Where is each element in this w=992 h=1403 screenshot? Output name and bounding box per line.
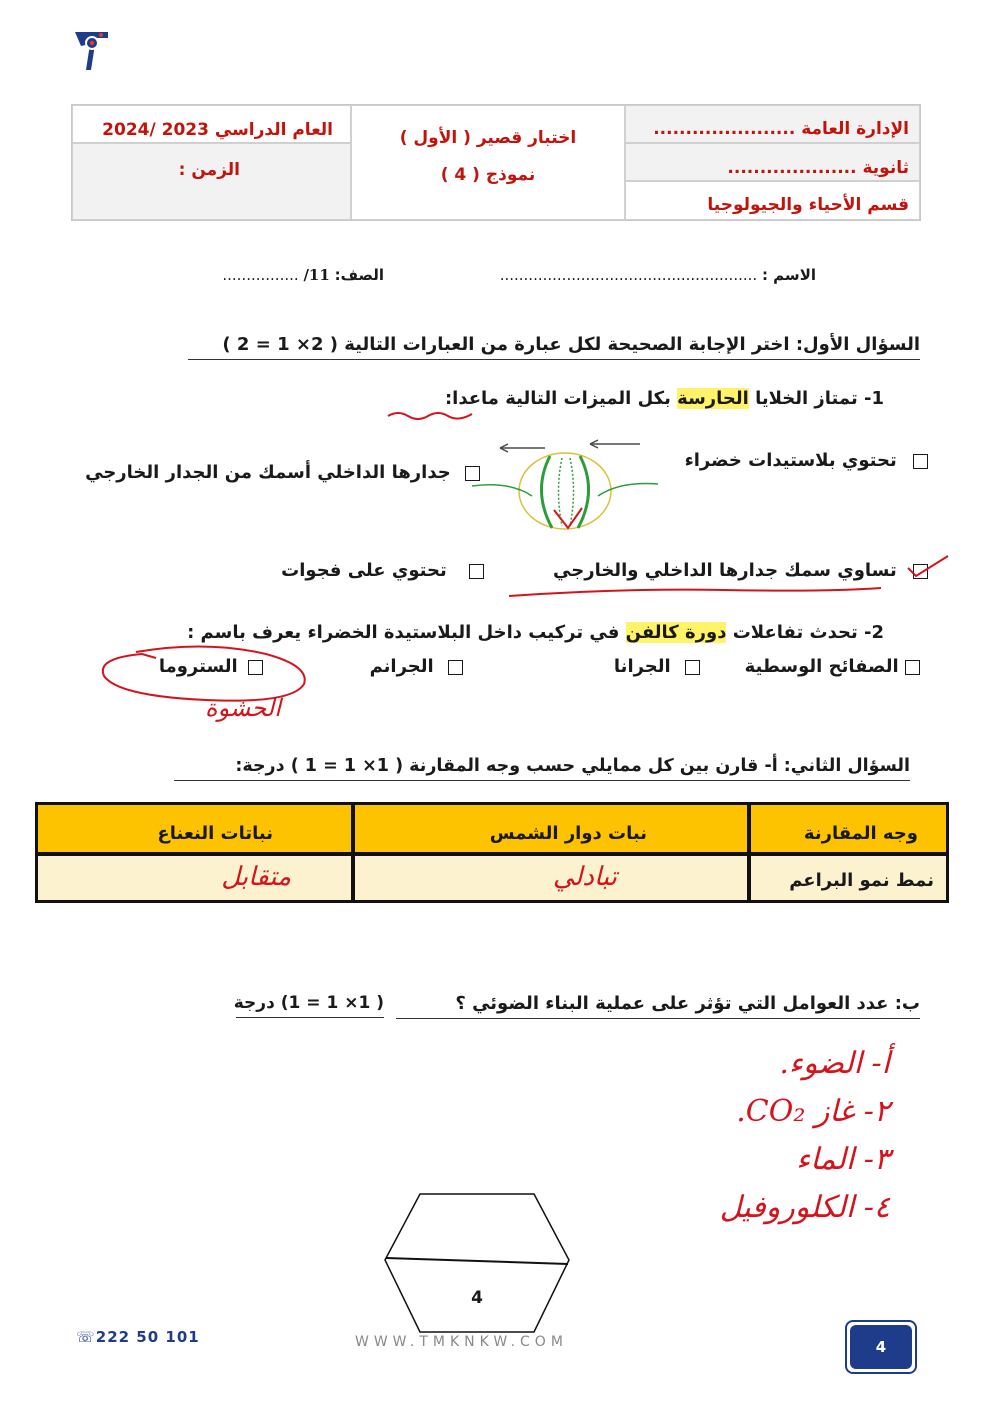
- admin-field: الإدارة العامة ......................: [625, 105, 920, 143]
- student-class-row: [182, 266, 384, 284]
- comparison-table: [35, 802, 949, 903]
- exam-title: اختبار قصير ( الأول ): [399, 128, 577, 148]
- option-a-label: تحتوي بلاستيدات خضراء: [684, 450, 897, 471]
- q1-item1-option-a[interactable]: [640, 450, 928, 471]
- name-label: الاسم :: [761, 266, 816, 284]
- school-field: ثانوية ....................: [625, 143, 920, 181]
- answer-line-2: ٢- غاز CO₂.: [736, 1094, 890, 1129]
- checkbox-icon[interactable]: [685, 660, 700, 675]
- checkbox-icon[interactable]: [905, 660, 920, 675]
- option-d-label: الستروما: [158, 656, 238, 677]
- question-2-title: السؤال الثاني: أ- قارن بين كل ممايلي حسب وجه المقارنة ( 1× 1 = 1 ) درجة:: [174, 756, 910, 781]
- class-field[interactable]: ................: [222, 266, 299, 284]
- time-field: الزمن :: [72, 143, 351, 220]
- q1-item1-stem-post: بكل الميزات التالية ماعدا:: [444, 388, 678, 409]
- q1-item1-option-b[interactable]: [80, 450, 480, 496]
- pen-underline-2: [505, 584, 885, 600]
- table-row-label: نمط نمو البراعم: [751, 856, 946, 900]
- q1-item1-option-d[interactable]: [250, 560, 484, 581]
- student-name-row: [450, 266, 816, 284]
- q1-item1-highlight: الحارسة: [677, 388, 749, 409]
- checkbox-icon[interactable]: [448, 660, 463, 675]
- q1-item1-stem: [388, 388, 884, 409]
- q1-item2-highlight: دورة كالفن: [625, 622, 727, 643]
- handwritten-answers: [640, 1040, 890, 1232]
- question-2b-score: ( 1× 1 = 1) درجة: [236, 993, 384, 1018]
- table-header-sunflower: نبات دوار الشمس: [355, 805, 747, 852]
- q1-item2-stem-pre: 2- تحدث تفاعلات: [726, 622, 884, 643]
- answer-line-1: أ- الضوء.: [779, 1046, 890, 1081]
- checkbox-icon[interactable]: [469, 564, 484, 579]
- option-c-label: الجرانم: [369, 656, 434, 677]
- exam-title-cell: [351, 105, 625, 220]
- score-hexagon: [382, 1190, 572, 1336]
- answer-line-4: ٤- الكلوروفيل: [719, 1190, 890, 1225]
- phone-number: ☏222 50 101: [76, 1328, 200, 1346]
- option-c-label: تساوي سمك جدارها الداخلي والخارجي: [553, 560, 897, 581]
- q1-item2-option-c[interactable]: [365, 656, 463, 677]
- q1-item2-stem: [104, 622, 884, 643]
- pen-underline-1: [386, 408, 476, 420]
- pen-checkmark: [902, 552, 952, 580]
- class-label: الصف:: [334, 266, 384, 284]
- question-1-title: السؤال الأول: اختر الإجابة الصحيحة لكل عبارة من العبارات التالية ( 2× 1 = 2 ): [188, 334, 920, 360]
- exam-header-table: [71, 104, 921, 221]
- answer-mint: متقابل: [38, 856, 351, 900]
- q1-item1-stem-pre: 1- تمتاز الخلايا: [748, 388, 884, 409]
- logo: [72, 26, 112, 74]
- handwritten-answer-1: الحشوة: [205, 694, 281, 722]
- option-b-label: جدارها الداخلي أسمك من الجدار الخارجي: [85, 462, 451, 483]
- q1-item2-option-b[interactable]: [608, 656, 700, 677]
- exam-model: نموذج ( 4 ): [440, 165, 536, 185]
- answer-sunflower: تبادلي: [355, 856, 747, 900]
- q1-item2-stem-post: في تركيب داخل البلاستيدة الخضراء يعرف باسم :: [187, 622, 626, 643]
- department-label: قسم الأحياء والجيولوجيا: [625, 181, 920, 220]
- option-a-label: الصفائح الوسطية: [744, 656, 899, 677]
- option-b-label: الجرانا: [613, 656, 671, 677]
- website-link[interactable]: WWW.TMKNKW.COM: [355, 1334, 568, 1350]
- answer-line-3: ٣- الماء: [796, 1142, 890, 1177]
- class-value: 11/: [303, 266, 330, 284]
- guard-cell-sketch: [470, 436, 660, 532]
- score-value: 4: [471, 1288, 483, 1308]
- page-number: 4: [850, 1325, 912, 1369]
- academic-year: العام الدراسي 2023 /2024: [72, 105, 351, 143]
- name-field[interactable]: ......................................................: [499, 266, 758, 284]
- checkbox-icon[interactable]: [913, 454, 928, 469]
- table-header-mint: نباتات النعناع: [38, 805, 351, 852]
- page-number-box: [845, 1320, 917, 1374]
- question-2b-title: ب: عدد العوامل التي تؤثر على عملية البناء الضوئي ؟: [396, 993, 920, 1019]
- option-d-label: تحتوي على فجوات: [281, 560, 447, 581]
- table-header-aspect: وجه المقارنة: [751, 805, 946, 852]
- q1-item1-option-c[interactable]: [505, 560, 928, 581]
- q1-item2-option-a[interactable]: [720, 656, 920, 677]
